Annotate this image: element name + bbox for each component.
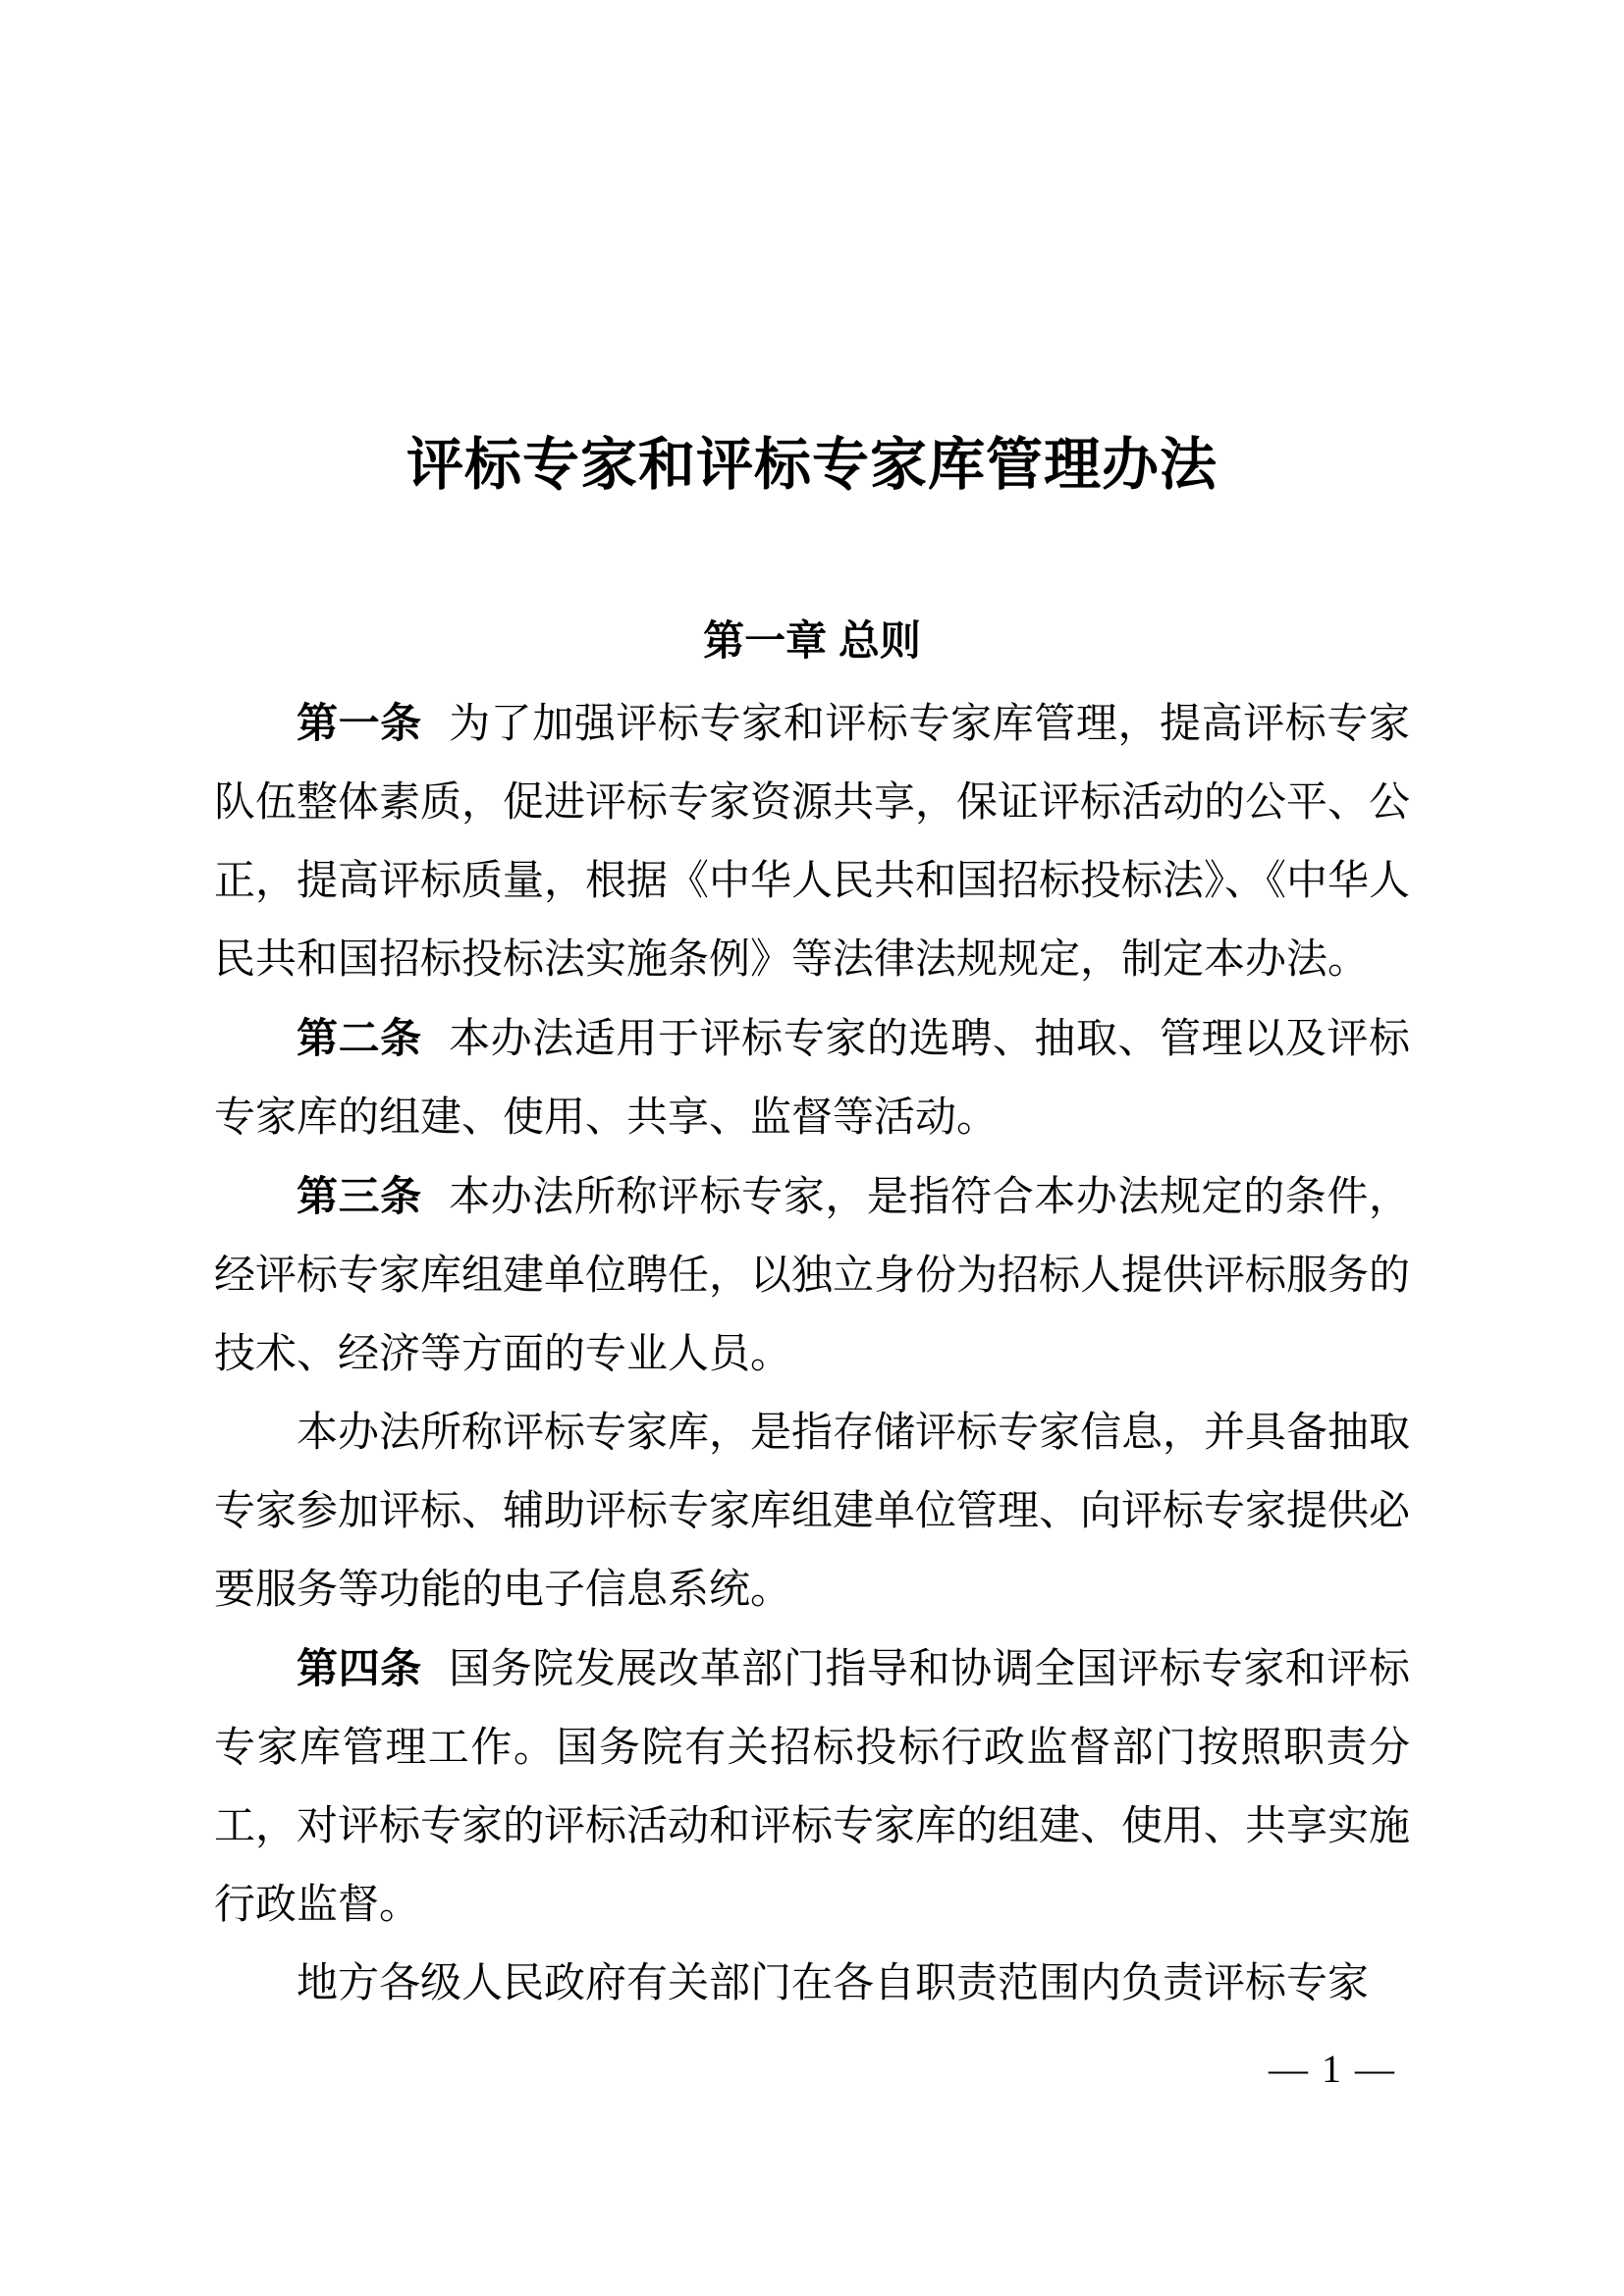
paragraph xyxy=(214,684,1410,999)
chapter-heading: 第一章 总则 xyxy=(703,617,921,664)
article-number-label: 第二条 xyxy=(297,1015,422,1061)
article-number-label: 第四条 xyxy=(297,1645,422,1691)
paragraph-text: 本办法适用于评标专家的选聘、抽取、管理以及评标专家库的组建、使用、共享、监督等活动。 xyxy=(214,1017,1410,1141)
paragraph-text: 国务院发展改革部门指导和协调全国评标专家和评标专家库管理工作。国务院有关招标投标行政监督部门按照职责分工，对评标专家的评标活动和评标专家库的组建、使用、共享实施行政监督。 xyxy=(214,1647,1411,1928)
paragraph-text: 本办法所称评标专家，是指符合本办法规定的条件，经评标专家库组建单位聘任，以独立身份为招标人提供评标服务的技术、经济等方面的专业人员。 xyxy=(214,1175,1411,1377)
paragraph xyxy=(214,1945,1410,2023)
article-number-label: 第三条 xyxy=(297,1173,422,1219)
page-number: — 1 — xyxy=(1269,2047,1396,2091)
paragraph xyxy=(214,1629,1410,1945)
paragraph-text: 为了加强评标专家和评标专家库管理，提高评标专家队伍整体素质，促进评标专家资源共享，保证评标活动的公平、公正，提高评标质量，根据《中华人民共和国招标投标法》、《中华人民共和国招标投标法实施条例》等法律法规规定，制定本办法。 xyxy=(214,702,1411,983)
paragraph-text: 本办法所称评标专家库，是指存储评标专家信息，并具备抽取专家参加评标、辅助评标专家库组建单位管理、向评标专家提供必要服务等功能的电子信息系统。 xyxy=(214,1411,1411,1613)
paragraph xyxy=(214,1394,1410,1629)
document-title: 评标专家和评标专家库管理办法 xyxy=(406,433,1218,497)
paragraph-text: 地方各级人民政府有关部门在各自职责范围内负责评标专家 xyxy=(297,1961,1370,2006)
article-number-label: 第一条 xyxy=(297,700,422,746)
document-body xyxy=(214,684,1410,2023)
paragraph xyxy=(214,1157,1410,1394)
paragraph xyxy=(214,999,1410,1157)
